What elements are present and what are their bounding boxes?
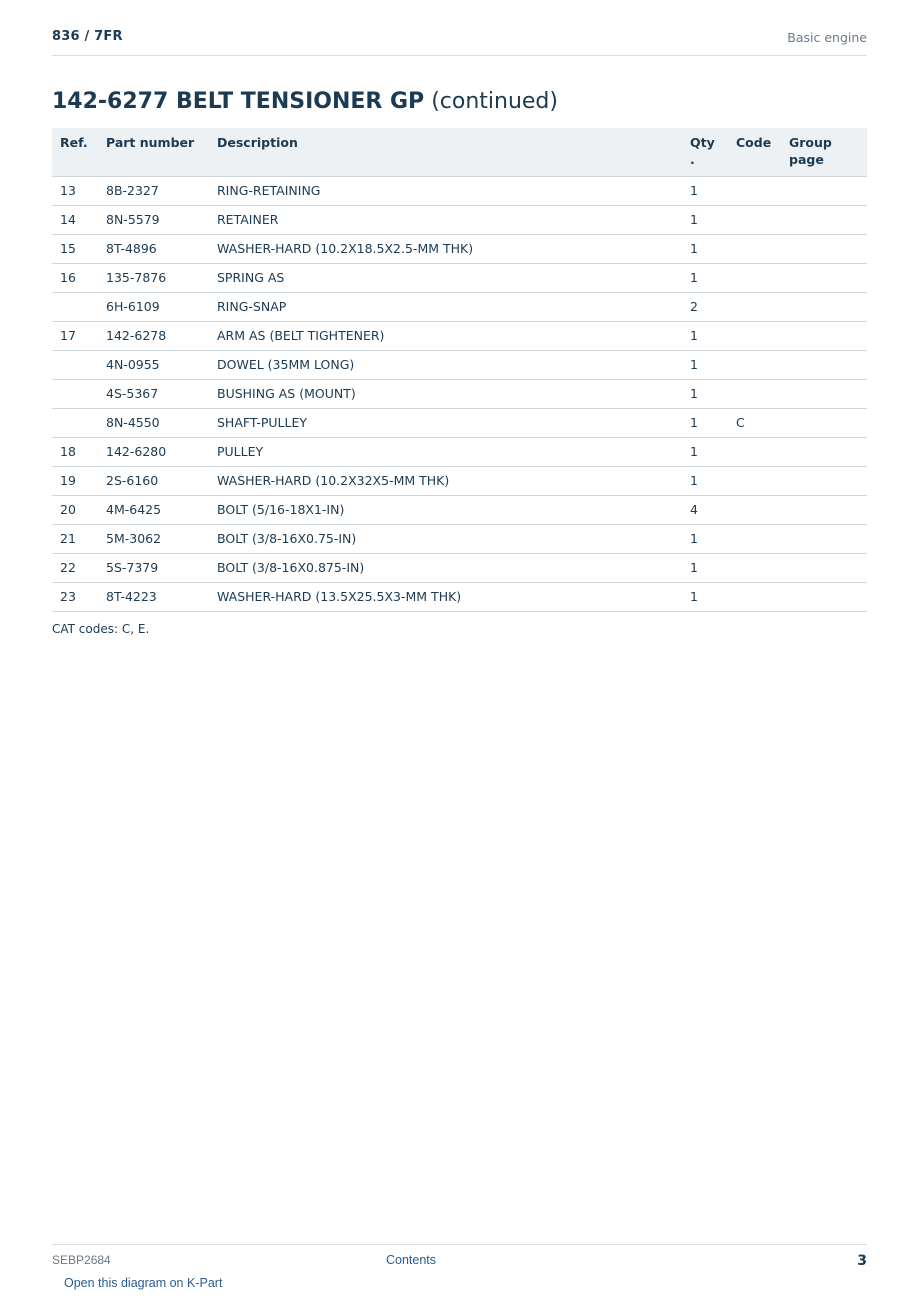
cell-part-number: 142-6280 [98,438,209,467]
cell-description: DOWEL (35MM LONG) [209,351,682,380]
cell-part-number: 4M-6425 [98,496,209,525]
parts-table [52,128,867,612]
cell-ref [52,380,98,409]
cell-code [728,293,781,322]
cell-code [728,496,781,525]
cell-part-number: 6H-6109 [98,293,209,322]
cell-description: RING-RETAINING [209,177,682,206]
cell-group-page [781,235,867,264]
cell-qty: 4 [682,496,728,525]
cell-description: WASHER-HARD (10.2X18.5X2.5-MM THK) [209,235,682,264]
cell-description: SPRING AS [209,264,682,293]
cell-group-page [781,467,867,496]
page-header [52,28,867,56]
cell-group-page [781,351,867,380]
cell-ref: 13 [52,177,98,206]
cell-description: RING-SNAP [209,293,682,322]
cell-part-number: 8T-4223 [98,583,209,612]
cell-ref: 21 [52,525,98,554]
cell-code [728,467,781,496]
cell-code [728,554,781,583]
col-header-qty: Qty . [682,128,728,177]
cell-group-page [781,525,867,554]
cell-part-number: 8N-5579 [98,206,209,235]
cell-ref [52,351,98,380]
cell-qty: 1 [682,554,728,583]
cell-part-number: 4N-0955 [98,351,209,380]
table-row [52,293,867,322]
cell-group-page [781,409,867,438]
cell-group-page [781,293,867,322]
cell-code [728,438,781,467]
table-row [52,380,867,409]
cell-part-number: 4S-5367 [98,380,209,409]
model-label: 836 / 7FR [52,29,123,44]
cell-group-page [781,438,867,467]
cell-code [728,583,781,612]
table-row [52,496,867,525]
kpart-diagram-link[interactable]: Open this diagram on K-Part [64,1276,223,1290]
cell-part-number: 135-7876 [98,264,209,293]
cell-ref: 17 [52,322,98,351]
section-label: Basic engine [787,30,867,45]
cell-code [728,322,781,351]
cell-description: WASHER-HARD (13.5X25.5X3-MM THK) [209,583,682,612]
col-header-part-number: Part number [98,128,209,177]
cell-code [728,525,781,554]
table-row [52,177,867,206]
page-number: 3 [857,1253,867,1269]
cell-qty: 1 [682,177,728,206]
cell-qty: 1 [682,438,728,467]
cell-description: BOLT (3/8-16X0.75-IN) [209,525,682,554]
col-header-group-page: Group page [781,128,867,177]
cell-code: C [728,409,781,438]
cell-group-page [781,583,867,612]
table-row [52,322,867,351]
cell-part-number: 8N-4550 [98,409,209,438]
cell-ref: 18 [52,438,98,467]
table-row [52,438,867,467]
document-id: SEBP2684 [52,1253,111,1267]
table-row [52,525,867,554]
cell-ref: 19 [52,467,98,496]
cell-qty: 1 [682,206,728,235]
cell-qty: 1 [682,583,728,612]
cell-description: ARM AS (BELT TIGHTENER) [209,322,682,351]
col-header-description: Description [209,128,682,177]
table-row [52,206,867,235]
page-footer [52,1244,867,1275]
cell-part-number: 2S-6160 [98,467,209,496]
cell-group-page [781,177,867,206]
cell-ref: 23 [52,583,98,612]
cell-qty: 1 [682,467,728,496]
cell-ref: 20 [52,496,98,525]
cell-part-number: 5M-3062 [98,525,209,554]
cell-code [728,264,781,293]
cell-ref [52,409,98,438]
cell-qty: 1 [682,525,728,554]
cell-qty: 1 [682,351,728,380]
title-suffix: (continued) [431,89,558,114]
cell-code [728,235,781,264]
cell-description: RETAINER [209,206,682,235]
cell-ref: 15 [52,235,98,264]
cell-description: BOLT (5/16-18X1-IN) [209,496,682,525]
cell-ref: 14 [52,206,98,235]
cell-description: WASHER-HARD (10.2X32X5-MM THK) [209,467,682,496]
title-main: 142-6277 BELT TENSIONER GP [52,89,425,114]
cell-ref: 22 [52,554,98,583]
table-row [52,583,867,612]
table-row [52,264,867,293]
cell-code [728,380,781,409]
cell-description: BUSHING AS (MOUNT) [209,380,682,409]
cell-description: PULLEY [209,438,682,467]
cell-group-page [781,380,867,409]
table-row [52,554,867,583]
table-header-row [52,128,867,177]
table-row [52,351,867,380]
cell-group-page [781,496,867,525]
col-header-ref: Ref. [52,128,98,177]
cell-qty: 2 [682,293,728,322]
table-row [52,467,867,496]
cell-qty: 1 [682,380,728,409]
cell-qty: 1 [682,409,728,438]
cell-part-number: 5S-7379 [98,554,209,583]
cell-group-page [781,322,867,351]
cell-description: BOLT (3/8-16X0.875-IN) [209,554,682,583]
table-row [52,235,867,264]
contents-link[interactable]: Contents [386,1253,437,1267]
cell-group-page [781,554,867,583]
cell-code [728,351,781,380]
cell-part-number: 8B-2327 [98,177,209,206]
col-header-code: Code [728,128,781,177]
cell-group-page [781,206,867,235]
cell-qty: 1 [682,264,728,293]
cell-ref: 16 [52,264,98,293]
cell-part-number: 8T-4896 [98,235,209,264]
parts-table-body [52,177,867,612]
cell-qty: 1 [682,322,728,351]
cell-group-page [781,264,867,293]
cell-description: SHAFT-PULLEY [209,409,682,438]
cell-code [728,206,781,235]
page-title [52,89,558,114]
cell-part-number: 142-6278 [98,322,209,351]
cat-codes-note: CAT codes: C, E. [52,622,150,636]
cell-qty: 1 [682,235,728,264]
table-row [52,409,867,438]
cell-ref [52,293,98,322]
cell-code [728,177,781,206]
